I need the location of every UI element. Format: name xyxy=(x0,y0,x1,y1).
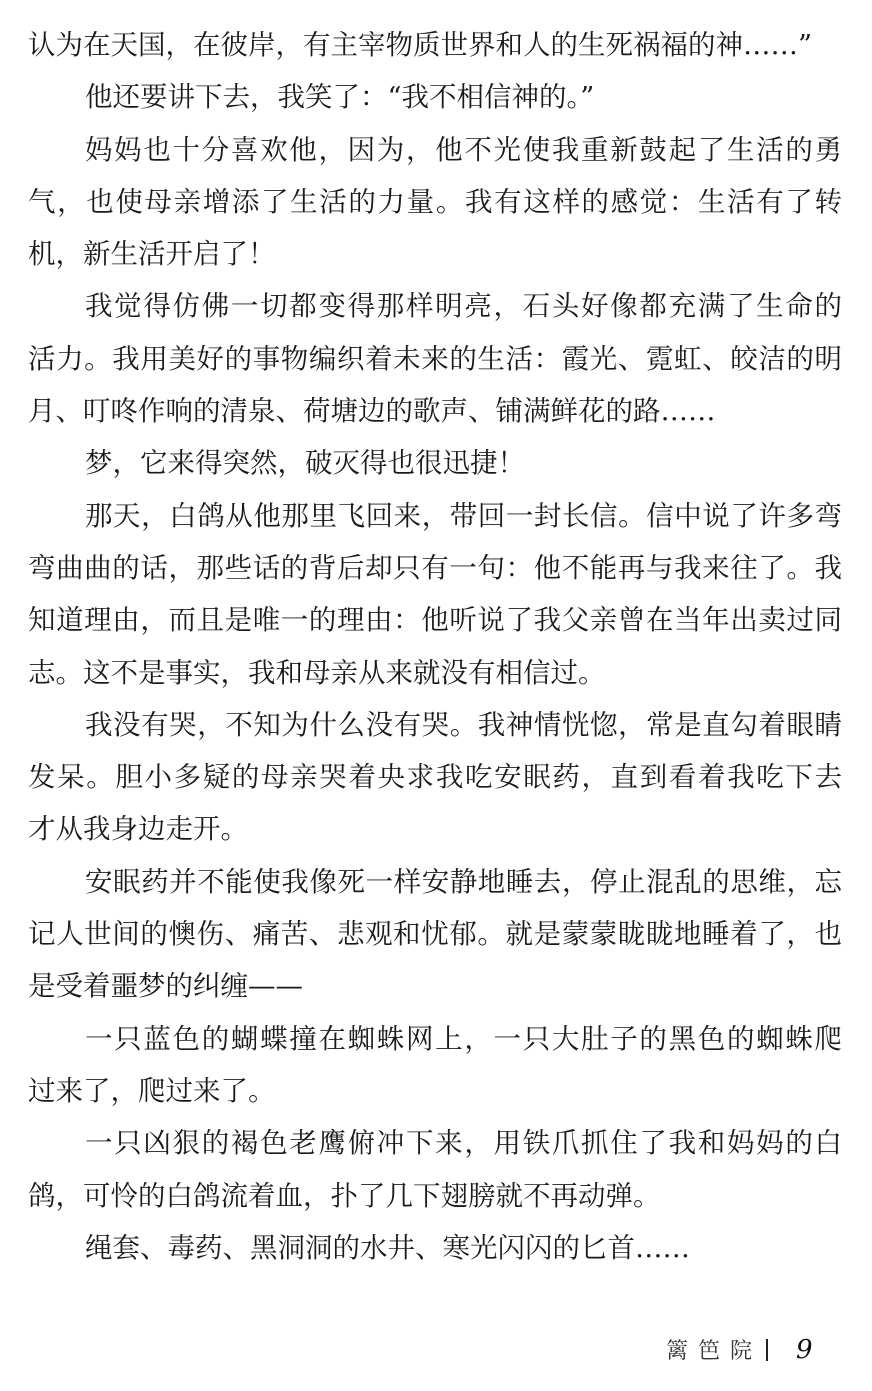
text-line: 月、叮咚作响的清泉、荷塘边的歌声、铺满鲜花的路…… xyxy=(28,395,716,428)
text-line: 志。这不是事实，我和母亲从来就没有相信过。 xyxy=(28,656,606,689)
text-line: 知道理由，而且是唯一的理由：他听说了我父亲曾在当年出卖过同 xyxy=(28,604,842,637)
text-line: 活力。我用美好的事物编织着未来的生活：霞光、霓虹、皎洁的明 xyxy=(28,342,842,375)
paragraph xyxy=(28,437,842,489)
text-line: 我觉得仿佛一切都变得那样明亮，石头好像都充满了生命的 xyxy=(85,290,842,323)
paragraph xyxy=(28,1117,842,1222)
text-line: 弯曲曲的话，那些话的背后却只有一句：他不能再与我来往了。我 xyxy=(28,551,842,584)
text-line: 绳套、毒药、黑洞洞的水井、寒光闪闪的匕首…… xyxy=(85,1231,690,1264)
paragraph xyxy=(28,856,842,1013)
text-line: 我没有哭，不知为什么没有哭。我神情恍惚，常是直勾着眼睛 xyxy=(85,708,842,741)
text-line: 是受着噩梦的纠缠—— xyxy=(28,970,303,1003)
page-footer xyxy=(666,1334,813,1365)
paragraph xyxy=(28,19,842,71)
paragraph xyxy=(28,1222,842,1274)
text-line: 他还要讲下去，我笑了：“我不相信神的。” xyxy=(85,81,595,114)
text-line: 鸽，可怜的白鸽流着血，扑了几下翅膀就不再动弹。 xyxy=(28,1179,661,1212)
paragraph xyxy=(28,490,842,699)
paragraph xyxy=(28,71,842,123)
paragraph xyxy=(28,280,842,437)
body-text xyxy=(28,19,842,1274)
text-line: 才从我身边走开。 xyxy=(28,813,248,846)
text-line: 一只凶狠的褐色老鹰俯冲下来，用铁爪抓住了我和妈妈的白 xyxy=(85,1127,842,1160)
footer-divider xyxy=(766,1339,768,1361)
running-title: 篱笆院 xyxy=(666,1339,763,1364)
text-line: 发呆。胆小多疑的母亲哭着央求我吃安眠药，直到看着我吃下去 xyxy=(28,761,842,794)
paragraph xyxy=(28,124,842,281)
paragraph xyxy=(28,699,842,856)
text-line: 安眠药并不能使我像死一样安静地睡去，停止混乱的思维，忘 xyxy=(85,865,842,898)
text-line: 过来了，爬过来了。 xyxy=(28,1074,276,1107)
text-line: 记人世间的懊伤、痛苦、悲观和忧郁。就是蒙蒙眬眬地睡着了，也 xyxy=(28,918,842,951)
text-line: 一只蓝色的蝴蝶撞在蜘蛛网上，一只大肚子的黑色的蜘蛛爬 xyxy=(85,1022,842,1055)
text-line: 妈妈也十分喜欢他，因为，他不光使我重新鼓起了生活的勇 xyxy=(85,133,842,166)
text-line: 机，新生活开启了！ xyxy=(28,238,276,271)
text-line: 气，也使母亲增添了生活的力量。我有这样的感觉：生活有了转 xyxy=(28,185,842,218)
text-line: 那天，白鸽从他那里飞回来，带回一封长信。信中说了许多弯 xyxy=(85,499,842,532)
paragraph xyxy=(28,1013,842,1118)
page-number: 9 xyxy=(796,1335,813,1365)
text-line: 梦，它来得突然，破灭得也很迅捷！ xyxy=(85,447,525,480)
text-line: 认为在天国，在彼岸，有主宰物质世界和人的生死祸福的神……” xyxy=(28,29,813,61)
